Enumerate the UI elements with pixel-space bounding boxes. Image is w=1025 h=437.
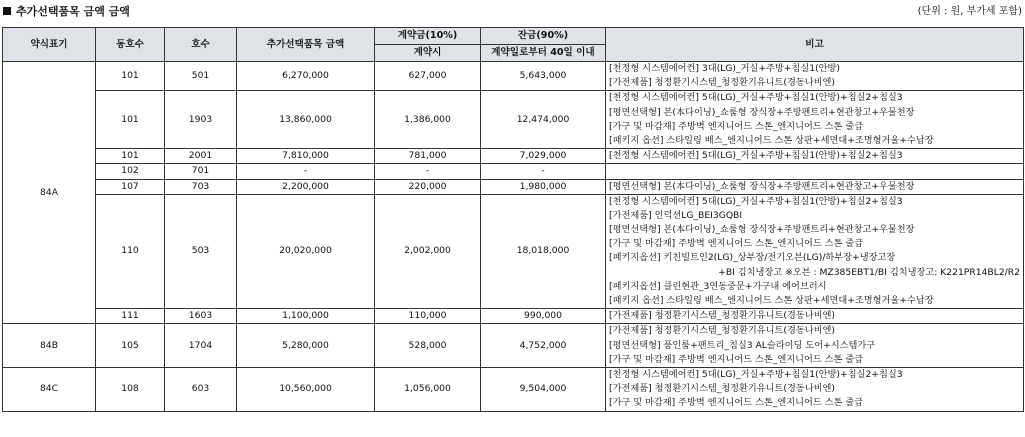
table-row <box>3 62 1024 91</box>
note-cell <box>606 149 1024 164</box>
amount-cell: 7,810,000 <box>237 149 375 164</box>
deposit-cell: 781,000 <box>375 149 481 164</box>
col-type: 약식표기 <box>3 28 96 62</box>
option-price-table <box>2 27 1024 412</box>
balance-cell: 4,752,000 <box>481 324 606 368</box>
note-line: [평면선택형] 품인룸+팬트리_침실3 AL슬라이딩 도어+시스템가구 <box>609 339 876 351</box>
section-title-text: 추가선택품목 금액 금액 <box>16 5 130 18</box>
amount-cell: 13,860,000 <box>237 91 375 149</box>
note-line: [가구 및 마감재] 주방벽 엔지니어드 스톤_엔지니어드 스톤 줄급 <box>609 120 864 132</box>
unit-type-cell: 84C <box>3 367 96 411</box>
table-row <box>3 324 1024 368</box>
deposit-cell: 1,386,000 <box>375 91 481 149</box>
table-header-bar <box>3 3 1022 21</box>
col-amount: 추가선택품목 금액 <box>237 28 375 62</box>
col-deposit-sub: 계약시 <box>375 45 481 62</box>
note-cell <box>606 91 1024 149</box>
note-line: [평면선택형] 본(本다이닝)_쇼룸형 장식장+주방팬트리+현관창고+우물천장 <box>609 180 915 192</box>
table-row <box>3 149 1024 164</box>
note-line: [평면선택형] 본(本다이닝)_쇼룸형 장식장+주방팬트리+현관창고+우물천장 <box>609 106 915 118</box>
amount-cell: 2,200,000 <box>237 179 375 194</box>
deposit-cell: - <box>375 164 481 179</box>
amount-cell: 10,560,000 <box>237 367 375 411</box>
unit-note: (단위 : 원, 부가세 포함) <box>917 6 1022 17</box>
table-row <box>3 91 1024 149</box>
deposit-cell: 627,000 <box>375 62 481 91</box>
note-line: [가전제품] 청정환기시스템_청정환기유니트(경동나비엔) <box>609 77 835 89</box>
deposit-cell: 528,000 <box>375 324 481 368</box>
note-line: [가구 및 마감재] 주방벽 엔지니어드 스톤_엔지니어드 스톤 줄급 <box>609 353 864 365</box>
amount-cell: 6,270,000 <box>237 62 375 91</box>
table-row <box>3 194 1024 309</box>
col-deposit: 계약금(10%) <box>375 28 481 45</box>
note-line: [패키지 옵션] 스타일링 배스_엔지니어드 스톤 상판+세면대+조명형거울+수납장 <box>609 134 934 146</box>
note-line: [가구 및 마감재] 주방벽 엔지니어드 스톤_엔지니어드 스톤 줄급 <box>609 397 864 409</box>
amount-cell: 5,280,000 <box>237 324 375 368</box>
amount-cell: 1,100,000 <box>237 309 375 324</box>
note-line: [가전제품] 청정환기시스템_청정환기유니트(경동나비엔) <box>609 310 835 322</box>
ho-cell: 701 <box>165 164 237 179</box>
col-note: 비고 <box>606 28 1024 62</box>
note-line: [가전제품] 청정환기시스템_청정환기유니트(경동나비엔) <box>609 325 835 337</box>
balance-cell: 9,504,000 <box>481 367 606 411</box>
balance-cell: 1,980,000 <box>481 179 606 194</box>
note-line: [천정형 시스템에어컨] 3대(LG)_거실+주방+침실1(안방) <box>609 63 841 74</box>
ho-cell: 1903 <box>165 91 237 149</box>
table-row <box>3 179 1024 194</box>
note-line: [패키지 옵션] 스타일링 배스_엔지니어드 스톤 상판+세면대+조명형거울+수납장 <box>609 295 934 306</box>
note-line: [패키지옵션] 키친빌트인2(LG)_상부장/전기오븐(LG)/하부장+냉장고장 <box>609 252 896 264</box>
note-cell <box>606 164 1024 179</box>
ho-cell: 2001 <box>165 149 237 164</box>
ho-cell: 1603 <box>165 309 237 324</box>
table-row <box>3 309 1024 324</box>
col-ho: 호수 <box>165 28 237 62</box>
balance-cell: - <box>481 164 606 179</box>
note-cell <box>606 309 1024 324</box>
table-row <box>3 164 1024 179</box>
amount-cell: - <box>237 164 375 179</box>
ho-cell: 703 <box>165 179 237 194</box>
square-bullet-icon <box>3 7 11 15</box>
dong-cell: 111 <box>96 309 165 324</box>
balance-cell: 5,643,000 <box>481 62 606 91</box>
col-dong: 동호수 <box>96 28 165 62</box>
deposit-cell: 220,000 <box>375 179 481 194</box>
note-cell <box>606 62 1024 91</box>
dong-cell: 101 <box>96 91 165 149</box>
balance-cell: 18,018,000 <box>481 194 606 309</box>
section-title <box>3 3 130 21</box>
ho-cell: 503 <box>165 194 237 309</box>
table-body <box>3 62 1024 412</box>
note-line: [평면선택형] 본(本다이닝)_쇼룸형 장식장+주방팬트리+현관창고+우물천장 <box>609 224 915 236</box>
note-cell <box>606 367 1024 411</box>
dong-cell: 101 <box>96 62 165 91</box>
note-line: [가구 및 마감재] 주방벽 엔지니어드 스톤_엔지니어드 스톤 줄급 <box>609 238 864 250</box>
unit-type-cell: 84B <box>3 324 96 368</box>
balance-cell: 7,029,000 <box>481 149 606 164</box>
ho-cell: 1704 <box>165 324 237 368</box>
deposit-cell: 2,002,000 <box>375 194 481 309</box>
dong-cell: 101 <box>96 149 165 164</box>
note-line: [천정형 시스템에어컨] 5대(LG)_거실+주방+침실1(안방)+침실2+침실3 <box>609 150 903 162</box>
note-line: [가전제품] 청정환기시스템_청정환기유니트(경동나비엔) <box>609 383 835 395</box>
deposit-cell: 1,056,000 <box>375 367 481 411</box>
dong-cell: 107 <box>96 179 165 194</box>
ho-cell: 603 <box>165 367 237 411</box>
note-line: [가전제품] 인덕션LG_BEI3GQBI <box>609 209 743 221</box>
note-line: [천정형 시스템에어컨] 5대(LG)_거실+주방+침실1(안방)+침실2+침실3 <box>609 92 903 104</box>
col-balance-sub: 계약일로부터 40일 이내 <box>481 45 606 62</box>
col-balance: 잔금(90%) <box>481 28 606 45</box>
ho-cell: 501 <box>165 62 237 91</box>
note-line: [천정형 시스템에어컨] 5대(LG)_거실+주방+침실1(안방)+침실2+침실3 <box>609 368 903 380</box>
balance-cell: 12,474,000 <box>481 91 606 149</box>
table-head <box>3 28 1024 62</box>
note-cell <box>606 324 1024 368</box>
dong-cell: 105 <box>96 324 165 368</box>
note-line: [패키지옵션] 클린현관_3연동중문+가구내 에어브러시 <box>609 280 827 292</box>
amount-cell: 20,020,000 <box>237 194 375 309</box>
note-line: [천정형 시스템에어컨] 5대(LG)_거실+주방+침실1(안방)+침실2+침실3 <box>609 195 903 207</box>
dong-cell: 110 <box>96 194 165 309</box>
dong-cell: 108 <box>96 367 165 411</box>
note-line: +BI 김치냉장고 ※오븐 : MZ385EBT1/BI 김치냉장고: K221PR14BL2/R2 <box>718 266 1020 278</box>
note-cell <box>606 194 1024 309</box>
unit-type-cell: 84A <box>3 62 96 324</box>
note-line <box>609 164 1023 178</box>
deposit-cell: 110,000 <box>375 309 481 324</box>
note-cell <box>606 179 1024 194</box>
dong-cell: 102 <box>96 164 165 179</box>
table-row <box>3 367 1024 411</box>
balance-cell: 990,000 <box>481 309 606 324</box>
